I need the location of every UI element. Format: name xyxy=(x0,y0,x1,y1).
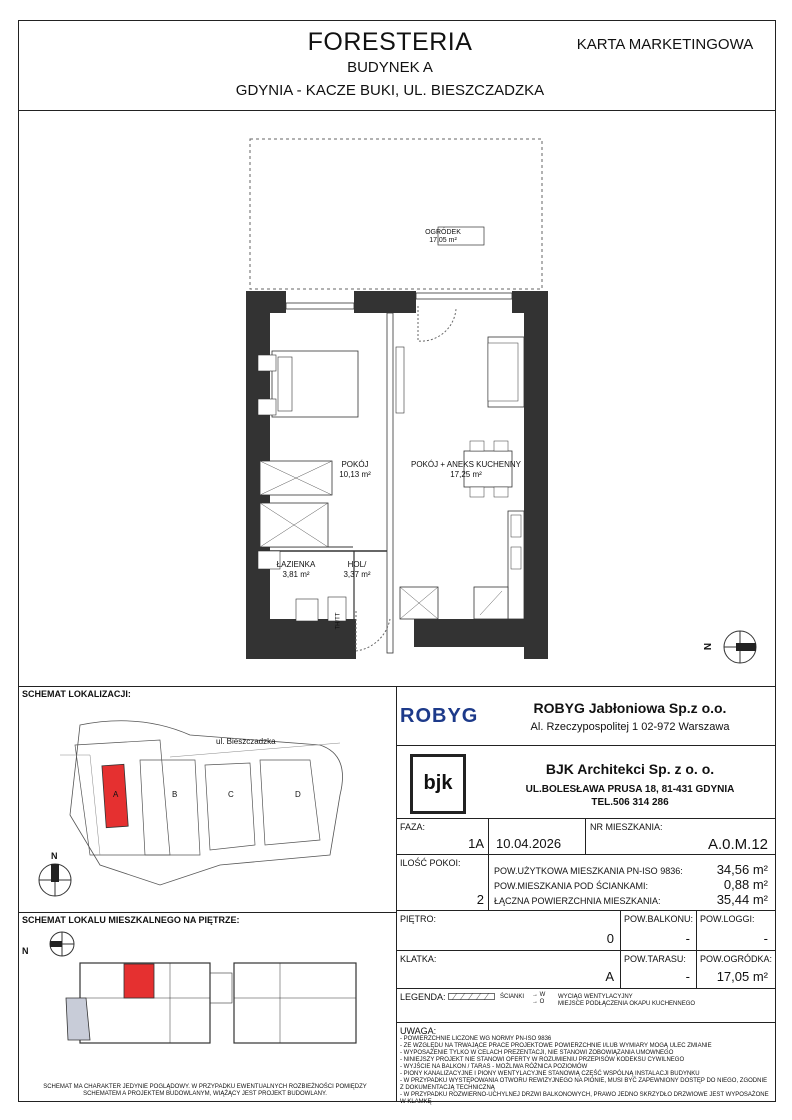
floor-scheme-heading: SCHEMAT LOKALU MIESZKALNEGO NA PIĘTRZE: xyxy=(22,915,240,925)
area1-value: 34,56 m² xyxy=(716,862,768,877)
legend-hood-text: MIEJSCE PODŁĄCZENIA OKAPU KUCHENNEGO xyxy=(558,1001,696,1007)
rooms-value: 2 xyxy=(476,892,484,907)
area2-value: 0,88 m² xyxy=(723,877,768,892)
building-b-label: B xyxy=(172,790,178,799)
terrace-value: - xyxy=(685,969,690,984)
nr-label: NR MIESZKANIA: xyxy=(590,822,663,832)
date-value: 10.04.2026 xyxy=(496,836,562,851)
card-type: KARTA MARKETINGOWA xyxy=(576,36,754,53)
floor-scheme-map xyxy=(20,928,394,1048)
floor-plan xyxy=(18,111,776,686)
wall-top-left xyxy=(246,291,286,313)
garden-area-label: POW.OGRÓDKA: xyxy=(700,954,773,964)
floor-label: PIĘTRO: xyxy=(400,914,437,924)
hall-label: HOL/ 3,37 m² xyxy=(343,560,371,579)
robyg-logo: ROBYG xyxy=(400,705,479,727)
bjk-logo: bjk xyxy=(410,754,466,814)
legend-label: LEGENDA: xyxy=(400,992,446,1002)
bath-label: ŁAZIENKA 3,81 m² xyxy=(276,560,316,579)
partition-wall xyxy=(387,313,393,653)
building-d-label: D xyxy=(295,790,301,799)
unit-highlight xyxy=(124,964,154,998)
garden-outline xyxy=(250,139,542,289)
area3-value: 35,44 m² xyxy=(716,892,768,907)
stair-value: A xyxy=(605,969,614,984)
note-line: - ZE WZGLĘDU NA TRWAJĄCE PRACE PROJEKTOWE POWIERZCHNIE I/LUB WYMIARY MOGĄ ULEC ZMIANIE xyxy=(400,1043,712,1049)
project-address: GDYNIA - KACZE BUKI, UL. BIESZCZADZKA xyxy=(235,82,545,99)
area2-label: POW.MIESZKANIA POD ŚCIANKAMI: xyxy=(494,881,649,891)
note-line: - W PRZYPADKU ROZWIERNO-UCHYLNEJ DRZWI BALKONOWYCH, PRAWO JEDNO SKRZYDŁO DRZWIOWE JEST WYPOSAŻONE W KLAMKĘ xyxy=(400,1092,769,1105)
legend-vent-o-icon: → O xyxy=(532,999,545,1005)
building-c-label: C xyxy=(228,790,234,799)
room2-label: POKÓJ + ANEKS KUCHENNY 17,25 m² xyxy=(410,460,522,479)
developer-address: Al. Rzeczypospolitej 1 02-972 Warszawa xyxy=(530,721,730,733)
project-title: FORESTERIA xyxy=(307,28,473,56)
notes-list xyxy=(400,1036,770,1106)
street-label: ul. Bieszczadzka xyxy=(216,737,276,746)
wall-bottom-right xyxy=(414,619,548,647)
note-line: - WYJŚCIE NA BALKON / TARAS - MOŻLIWA RÓŻNICA POZIOMÓW xyxy=(400,1064,588,1070)
area1-label: POW.UŻYTKOWA MIESZKANIA PN-ISO 9836: xyxy=(494,866,683,876)
legend-walls: ŚCIANKI xyxy=(500,994,525,1000)
stair-label: KLATKA: xyxy=(400,954,437,964)
note-line: - PIONY KANALIZACYJNE I PIONY WENTYLACYJNE STANOWIĄ CZĘŚĆ WSPÓLNĄ INSTALACJI BUDYNKU xyxy=(400,1071,700,1077)
architect-name: BJK Architekci Sp. z o. o. xyxy=(545,761,715,777)
notes-label: UWAGA: xyxy=(400,1026,437,1036)
room1-label: POKÓJ 10,13 m² xyxy=(339,460,371,479)
developer-name: ROBYG Jabłoniowa Sp.z o.o. xyxy=(533,700,727,716)
balcony-value: - xyxy=(685,931,690,946)
note-line: - POWIERZCHNIE LICZONE WG NORMY PN-ISO 9836 xyxy=(400,1036,552,1042)
rooms-label: ILOŚĆ POKOI: xyxy=(400,858,461,868)
wall-right xyxy=(524,291,548,659)
loggia-value: - xyxy=(763,931,768,946)
faza-value: 1A xyxy=(468,836,484,851)
garden-area-value: 17,05 m² xyxy=(716,969,768,984)
location-north-label: N xyxy=(51,851,58,861)
note-line: - W PRZYPADKU WYSTĘPOWANIA OTWORU REWIZYJNEGO NA PIONIE, MUSI BYĆ ZAPEWNIONY DOSTĘP DO NIEGO, ZGODNIE Z DOKUMENTACJĄ TECHNICZNĄ xyxy=(400,1078,768,1091)
floor-scheme-north-label: N xyxy=(22,946,29,956)
location-heading: SCHEMAT LOKALIZACJI: xyxy=(22,689,131,699)
legend-vent-text: WYCIĄG WENTYLACYJNY xyxy=(558,994,633,1000)
building-name: BUDYNEK A xyxy=(347,59,433,76)
legend-vent-w-icon: → W xyxy=(532,992,546,998)
area3-label: ŁĄCZNA POWIERZCHNIA MIESZKANIA: xyxy=(494,896,661,906)
faza-label: FAZA: xyxy=(400,822,426,832)
loggia-label: POW.LOGGI: xyxy=(700,914,755,924)
architect-phone: TEL.506 314 286 xyxy=(591,797,669,808)
wall-hatch-icon xyxy=(448,993,496,1001)
wall-top-mid xyxy=(354,291,416,313)
window-bedroom xyxy=(286,303,354,309)
balcony-label: POW.BALKONU: xyxy=(624,914,694,924)
window-living xyxy=(416,293,512,299)
shaft-label: TH/TT xyxy=(335,612,342,630)
garden-label: OGRÓDEK 17,05 m² xyxy=(425,229,461,244)
building-a-label: A xyxy=(113,790,119,799)
floor-value: 0 xyxy=(606,931,614,946)
wall-top-right xyxy=(512,291,548,313)
nr-value: A.0.M.12 xyxy=(707,836,768,853)
note-line: - WYPOSAŻENIE TYLKO W CELACH PREZENTACJI, NIE STANOWI ZOBOWIĄZANIA UMOWNEGO xyxy=(400,1050,674,1056)
toilet xyxy=(296,599,318,621)
architect-address: UL.BOLESŁAWA PRUSA 18, 81-431 GDYNIA xyxy=(525,784,735,795)
note-line: - NINIEJSZY PROJEKT NIE STANOWI OFERTY W ROZUMIENIU PRZEPISÓW KODEKSU CYWILNEGO xyxy=(400,1057,685,1063)
plan-north-label: N xyxy=(703,642,715,651)
floor-scheme-disclaimer: SCHEMAT MA CHARAKTER JEDYNIE POGLĄDOWY. W PRZYPADKU EWENTUALNYCH ROZBIEŻNOŚCI POMIĘDZY SCHEMATEM A PROJEKTEM BUDOWLANYM, WIĄŻĄCY JEST PROJEKT BUDOWLANY. xyxy=(43,1084,367,1097)
terrace-label: POW.TARASU: xyxy=(624,954,686,964)
location-map xyxy=(20,705,394,905)
